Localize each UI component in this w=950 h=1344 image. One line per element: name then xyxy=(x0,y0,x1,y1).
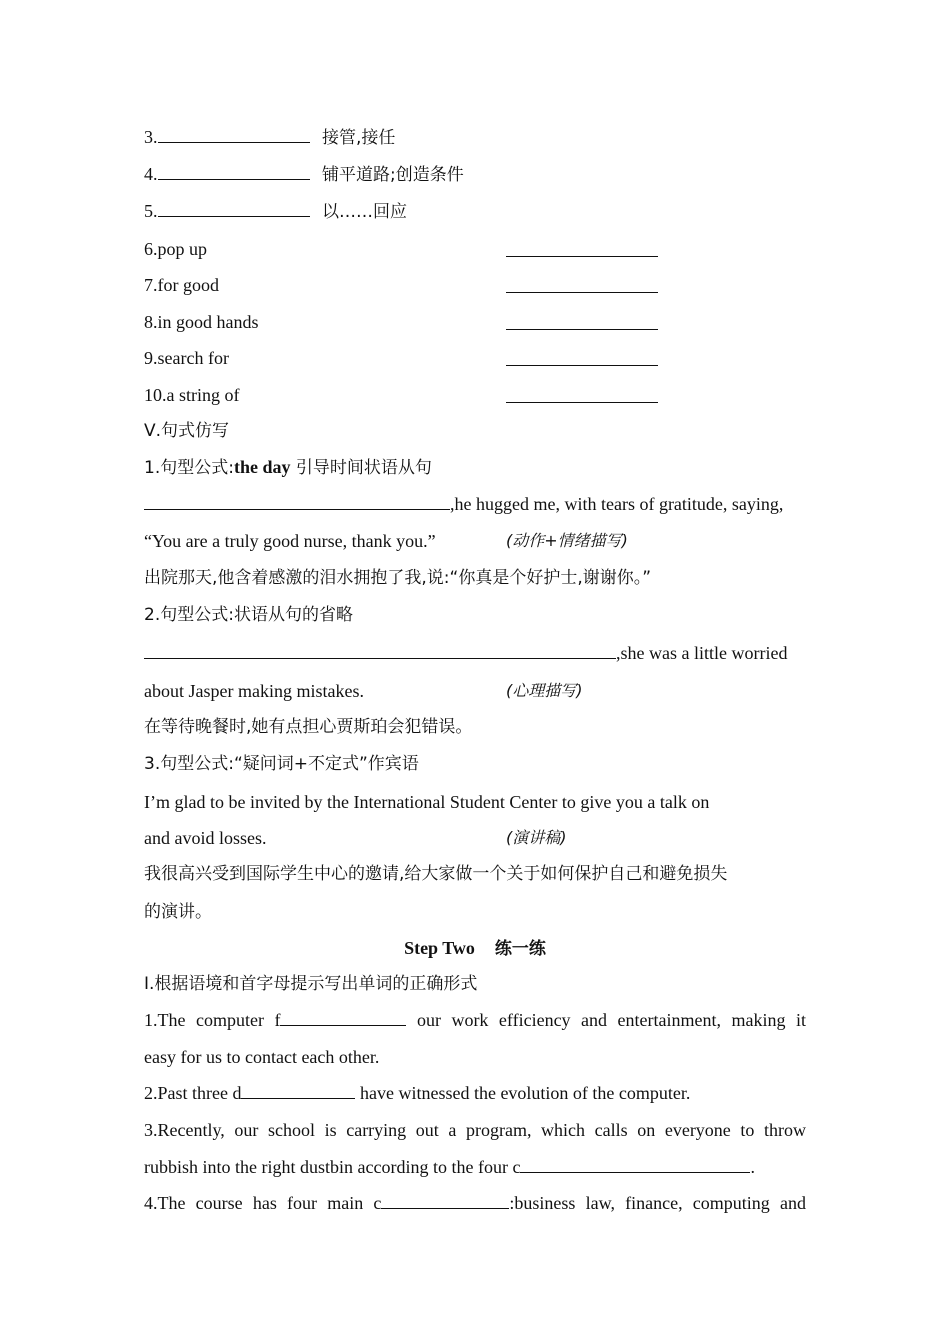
answer-blank[interactable] xyxy=(506,349,658,366)
question-4: 4.The course has four main c :business law, finance, computing and xyxy=(144,1193,806,1213)
vocab-item-4: 4. 铺平道路;创造条件 xyxy=(144,164,464,185)
step-two-section-heading: Ⅰ.根据语境和首字母提示写出单词的正确形式 xyxy=(144,974,478,994)
answer-blank[interactable] xyxy=(158,163,310,180)
answer-blank[interactable] xyxy=(144,642,616,659)
pattern-3-note: (演讲稿) xyxy=(506,828,567,847)
answer-blank[interactable] xyxy=(158,126,310,143)
pattern-2-line1: ,she was a little worried xyxy=(144,642,787,664)
pattern-label-1: 1.句型公式:the day 引导时间状语从句 xyxy=(144,457,432,478)
pattern-3-translation-1: 我很高兴受到国际学生中心的邀请,给大家做一个关于如何保护自己和避免损失 xyxy=(144,864,728,884)
question-3-line2: rubbish into the right dustbin according to the four c . xyxy=(144,1157,755,1177)
answer-blank[interactable] xyxy=(280,1009,406,1026)
pattern-label-3: 3.句型公式:“疑问词+不定式”作宾语 xyxy=(144,754,419,774)
pattern-3-translation-2: 的演讲。 xyxy=(144,902,212,922)
answer-blank[interactable] xyxy=(506,313,658,330)
question-1-line2: easy for us to contact each other. xyxy=(144,1047,380,1067)
step-two-title: Step Two 练一练 xyxy=(404,938,546,959)
pattern-2-line2: about Jasper making mistakes. xyxy=(144,681,364,701)
pattern-1-note: (动作+情绪描写) xyxy=(506,531,628,550)
question-3-line1: 3.Recently, our school is carrying out a program, which calls on everyone to throw xyxy=(144,1120,806,1140)
answer-blank[interactable] xyxy=(381,1192,509,1209)
answer-blank[interactable] xyxy=(506,240,658,257)
answer-blank[interactable] xyxy=(506,386,658,403)
vocab-item-3: 3. 接管,接任 xyxy=(144,127,396,148)
question-1: 1.The computer f our work efficiency and entertainment, making it xyxy=(144,1010,806,1030)
pattern-1-translation: 出院那天,他含着感激的泪水拥抱了我,说:“你真是个好护士,谢谢你。” xyxy=(144,568,652,588)
phrase-item-7: 7.for good xyxy=(144,275,219,295)
answer-blank[interactable] xyxy=(158,200,310,217)
pattern-2-translation: 在等待晚餐时,她有点担心贾斯珀会犯错误。 xyxy=(144,717,473,737)
pattern-1-line2: “You are a truly good nurse, thank you.” xyxy=(144,531,436,551)
vocab-item-5: 5. 以……回应 xyxy=(144,201,407,222)
phrase-item-9: 9.search for xyxy=(144,348,229,368)
question-2: 2.Past three d have witnessed the evolution of the computer. xyxy=(144,1083,691,1103)
pattern-2-note: (心理描写) xyxy=(506,681,583,700)
pattern-3-line2: and avoid losses. xyxy=(144,828,267,848)
pattern-3-line1: I’m glad to be invited by the International Student Center to give you a talk on xyxy=(144,792,710,812)
answer-blank[interactable] xyxy=(520,1156,750,1173)
phrase-item-8: 8.in good hands xyxy=(144,312,259,332)
phrase-item-10: 10.a string of xyxy=(144,385,240,405)
pattern-label-2: 2.句型公式:状语从句的省略 xyxy=(144,605,353,625)
section-heading: Ⅴ.句式仿写 xyxy=(144,421,230,441)
phrase-item-6: 6.pop up xyxy=(144,239,207,259)
pattern-1-line1: ,he hugged me, with tears of gratitude, saying, xyxy=(144,493,783,515)
answer-blank[interactable] xyxy=(506,276,658,293)
answer-blank[interactable] xyxy=(144,493,450,510)
answer-blank[interactable] xyxy=(241,1082,355,1099)
